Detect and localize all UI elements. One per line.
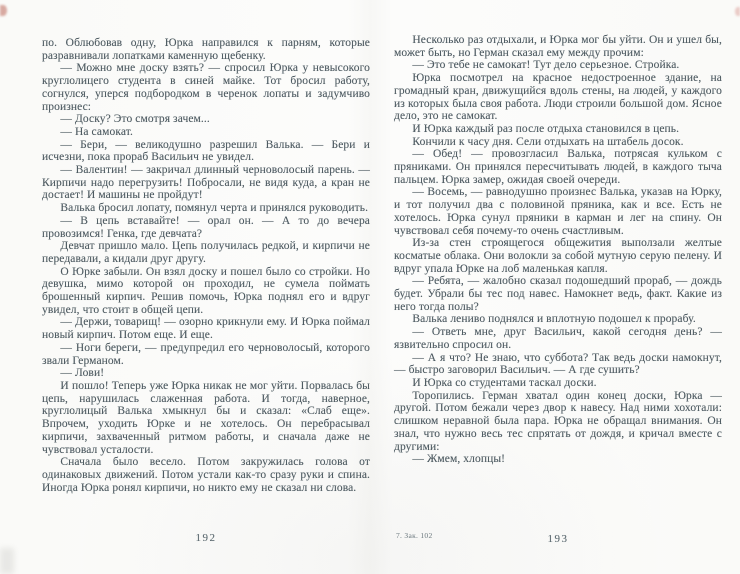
printers-mark: 7. Зак. 102 [396, 531, 433, 540]
paragraph: — Восемь, — равнодушно произнес Валька, указав на Юрку, и тот получил два с половиной пряника, как и все. Есть не хотелось. Юрка сунул пряники в карман и лег на спину. Он чувствовал себя почему-то очень счастливым. [394, 186, 722, 237]
paragraph: — Жмем, хлопцы! [412, 453, 506, 466]
paragraph: — Ответь мне, друг Васильич, какой сегодня день? — язвительно спросил он. [394, 326, 722, 351]
paragraph: — Лови! [60, 367, 105, 380]
paragraph: по. Облюбовав одну, Юрка направился к парням, которые разравнивали лопатками каменную щебенку. [42, 37, 370, 62]
right-page-text [394, 34, 722, 466]
left-page-text [42, 37, 370, 494]
scan-artifact-smudge [0, 548, 14, 574]
paragraph: Валька бросил лопату, помянул черта и принялся руководить. [60, 202, 369, 215]
paragraph: Валька лениво поднялся и вплотную подошел к прорабу. [412, 313, 696, 326]
paragraph: — Ребята, — жалобно сказал подошедший прораб, — дождь будет. Убрали бы тес под навес. Намокнет ведь, факт. Какие из него тогда полы? [394, 275, 722, 313]
scan-artifact-red-mark [0, 5, 7, 16]
paragraph: — Держи, товарищ! — озорно крикнули ему. И Юрка поймал новый кирпич. Потом еще. И еще. [42, 316, 370, 342]
paragraph: — Ноги береги, — предупредил его черноволосый, которого звали Германом. [42, 341, 370, 367]
paragraph: О Юрке забыли. Он взял доску и пошел было со стройки. Но девушка, мимо которой он проходил, не сумела поймать брошенный кирпич. Решив помочь, Юрка поднял его и вдруг увидел, что стоит в общей цепи. [42, 265, 370, 316]
paragraph: Юрка посмотрел на красное недостроенное здание, на громадный кран, движущийся вдоль стены, на людей, у каждого из которых была своя работа. Люди строили большой дом. Ясное дело, это не самокат. [394, 72, 722, 123]
right-page-number: 193 [547, 533, 569, 545]
paragraph: — А я что? Не знаю, что суббота? Так ведь доски намокнут, — быстро заговорил Васильич. — А где сушить? [394, 351, 722, 377]
paragraph: И пошло! Теперь уже Юрка никак не мог уйти. Порвалась бы цепь, нарушилась слаженная работа. И тогда, наверное, круглолицый Валька хмыкнул бы и сказал: «Слаб еще». Впрочем, уходить Юрке и не хотелось. Он перебрасывал кирпичи, захваченный ритмом работы, и сначала даже не чувствовал усталости. [42, 379, 370, 456]
paragraph: — Обед! — провозгласил Валька, потрясая кульком с пряниками. Он принялся пересчитывать людей, в каждого тыча пальцем. Юрка замер, ожидая своей очереди. [394, 148, 722, 186]
paragraph: Кончили к часу дня. Сели отдыхать на штабель досок. [412, 135, 684, 148]
paragraph: Торопились. Герман хватал один конец доски, Юрка — другой. Потом бежали через двор к навесу. Над ними хохотали: слишком неравной была пара. Юрка не обращал внимания. Он знал, что нужно весь тес спрятать от дождя, и кричал вместе с другими: [394, 389, 722, 453]
paragraph: Сначала было весело. Потом закружилась голова от одинаковых движений. Потом устали как-то сразу руки и спина. Иногда Юрка ронял кирпичи, но никто ему не сказал ни слова. [42, 456, 370, 494]
paragraph: — Можно мне доску взять? — спросил Юрка у невысокого круглолицего студента в синей майке. Тот бросил работу, согнулся, уперся подбородком в черенок лопаты и задумчиво произнес: [42, 62, 370, 113]
paragraph: — Это тебе не самокат! Тут дело серьезное. Стройка. [412, 59, 680, 72]
paragraph: И Юрка со студентами таскал доски. [412, 376, 597, 389]
paragraph: — Бери, — великодушно разрешил Валька. — Бери и исчезни, пока прораб Васильич не увидел. [42, 138, 370, 164]
paragraph: — Валентин! — закричал длинный черноволосый парень. — Кирпичи надо перегрузить! Побросали, не видя куда, а кран не достает! И машины не пройдут! [42, 164, 370, 202]
paragraph: Девчат пришло мало. Цепь получилась редкой, и кирпичи не передавали, а кидали друг другу. [42, 240, 370, 265]
paragraph: — На самокат. [60, 125, 133, 138]
left-page-number: 192 [195, 532, 217, 544]
paragraph: Несколько раз отдыхали, и Юрка мог бы уйти. Он и ушел бы, может быть, но Герман сказал ему между прочим: [394, 34, 722, 59]
paragraph: — В цепь вставайте! — орал он. — А то до вечера провозимся! Генка, где девчата? [42, 214, 370, 240]
paragraph: Из-за стен строящегося общежития выползали желтые косматые облака. Они волокли за собой мутную серую пелену. И вдруг упала Юрке на лоб маленькая капля. [394, 237, 722, 275]
paragraph: И Юрка каждый раз после отдыха становился в цепь. [412, 122, 680, 135]
paragraph: — Доску? Это смотря зачем... [60, 113, 210, 126]
scan-artifact-pink-mark [735, 7, 740, 16]
